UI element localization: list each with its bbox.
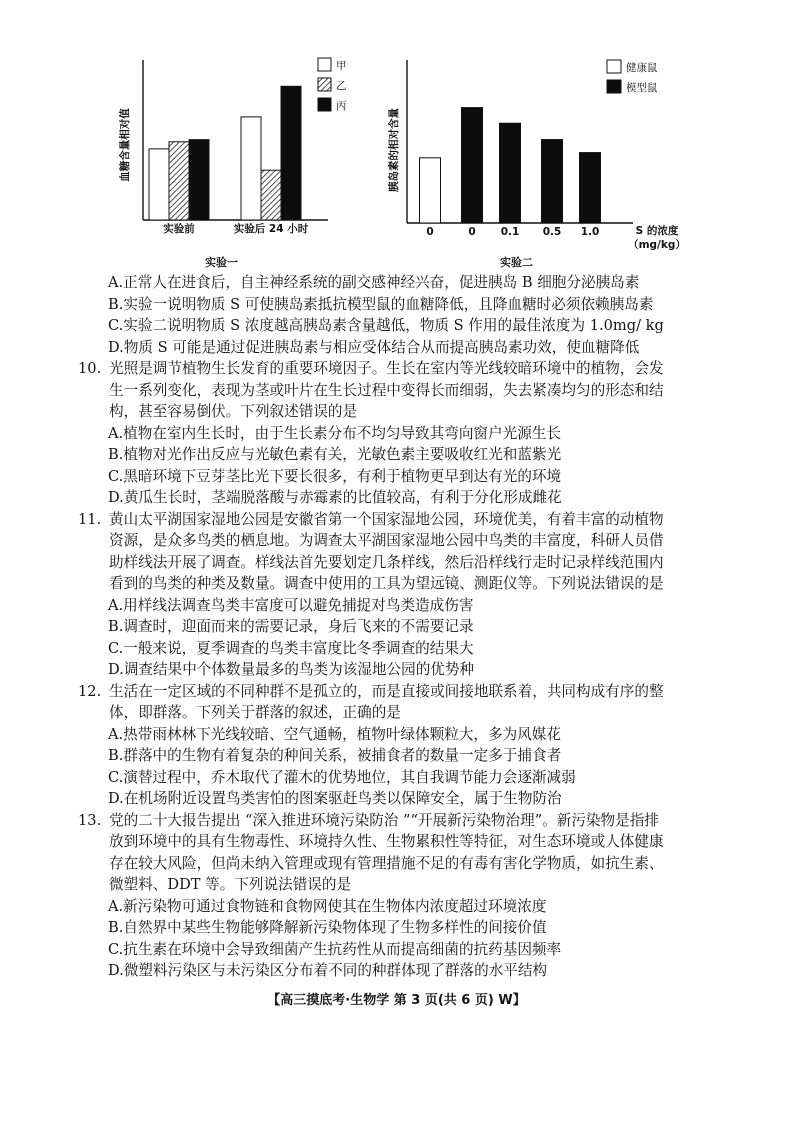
- option: C.一般来说，夏季调查的鸟类丰富度比冬季调查的结果大: [108, 639, 474, 657]
- option: A.正常人在进食后，自主神经系统的副交感神经兴奋，促进胰岛 B 细胞分泌胰岛素: [108, 274, 640, 291]
- option: D.微塑料污染区与未污染区分布着不同的种群体现了群落的水平结构: [108, 962, 548, 979]
- x-axis-label-line1: S 的浓度: [635, 225, 679, 237]
- y-axis-label: 血糖含量相对值: [119, 108, 131, 182]
- question-stem-line: 看到的鸟类的种类及数量。调查中使用的工具为望远镜、测距仪等。下列说法错误的是: [109, 575, 664, 592]
- question-number: 10.: [78, 360, 102, 377]
- legend-label-乙: 乙: [336, 80, 347, 92]
- question-stem: [78, 509, 718, 531]
- option: C.实验二说明物质 S 浓度越高胰岛素含量越低，物质 S 作用的最佳浓度为 1.0mg/ kg: [108, 317, 664, 334]
- question-number: 11.: [78, 510, 102, 528]
- question-stem-line: 资源，是众多鸟类的栖息地。为调查太平湖国家湿地公园中鸟类的丰富度，科研人员借: [109, 532, 664, 549]
- question-number: 12.: [78, 682, 102, 700]
- figure-1: [113, 55, 368, 250]
- legend-label-丙: 丙: [336, 100, 347, 112]
- question-stem-text: 黄山太平湖国家湿地公园是安徽省第一个国家湿地公园，环境优美，有着丰富的动植物: [109, 510, 664, 528]
- bar-乙-0: [169, 142, 189, 220]
- question-11: [78, 509, 718, 681]
- y-axis-label: 胰岛素的相对含量: [388, 108, 400, 192]
- question-13: [78, 810, 718, 982]
- x-tick-label: 0: [426, 226, 434, 238]
- option: B.自然界中某些生物能够降解新污染物体现了生物多样性的间接价值: [108, 919, 547, 936]
- x-tick-label: 0.5: [542, 226, 562, 238]
- option: B.调查时，迎面而来的需要记录，身后飞来的不需要记录: [108, 618, 474, 635]
- option: B.植物对光作出反应与光敏色素有关，光敏色素主要吸收红光和蓝紫光: [108, 446, 562, 463]
- option: A.新污染物可通过食物链和食物网使其在生物体内浓度超过环境浓度: [108, 897, 547, 915]
- bar-丙-1: [281, 86, 301, 220]
- questions-section: [78, 272, 718, 982]
- legend-label-模型鼠: 模型鼠: [626, 82, 658, 94]
- question-stem-line: 助样线法开展了调查。样线法首先要划定几条样线，然后沿样线行走时记录样线范围内: [109, 553, 664, 571]
- legend-label-甲: 甲: [336, 60, 347, 72]
- option: B.实验一说明物质 S 可使胰岛素抵抗模型鼠的血糖降低，且降血糖时必须依赖胰岛素: [108, 295, 654, 313]
- question-stem: [78, 681, 718, 703]
- figure-2-caption: 实验二: [500, 256, 533, 269]
- chart-experiment-1: [113, 55, 368, 250]
- bar-甲-0: [149, 149, 169, 220]
- legend-swatch-健康鼠: [607, 60, 621, 73]
- bar-乙-1: [261, 170, 281, 220]
- option: A.植物在室内生长时，由于生长素分布不均匀导致其弯向窗户光源生长: [108, 424, 561, 442]
- question-list: [78, 358, 718, 982]
- bar-模型鼠-3: [542, 140, 563, 223]
- option: A.用样线法调查鸟类丰富度可以避免捕捉对鸟类造成伤害: [108, 596, 474, 614]
- bar-丙-0: [189, 140, 209, 220]
- x-axis-label-line2: （mg/kg）: [628, 239, 686, 251]
- option: C.抗生素在环境中会导致细菌产生抗药性从而提高细菌的抗药基因频率: [108, 940, 562, 958]
- question-stem-line: 构，甚至容易倒伏。下列叙述错误的是: [109, 403, 358, 420]
- question-9-options: [78, 272, 718, 358]
- x-tick-label: 0: [468, 226, 476, 238]
- x-tick-label: 1.0: [580, 226, 600, 238]
- question-stem-text: 党的二十大报告提出 “深入推进环境污染防治 ”“开展新污染物治理”。新污染物是指排: [109, 811, 659, 829]
- legend-swatch-乙: [318, 78, 331, 91]
- question-stem: [78, 810, 718, 832]
- question-stem-line: 微塑料、DDT 等。下列说法错误的是: [109, 876, 352, 893]
- question-10: [78, 358, 718, 509]
- option: A.热带雨林林下光线较暗、空气通畅，植物叶绿体颗粒大，多为风媒花: [108, 725, 561, 743]
- question-stem-line: 存在较大风险，但尚未纳入管理或现有管理措施不足的有毒有害化学物质，如抗生素、: [109, 854, 664, 872]
- x-tick-label: 实验前: [163, 223, 195, 235]
- page-footer: 【高三摸底考·生物学 第 3 页(共 6 页) W】: [267, 993, 526, 1008]
- question-stem-text: 生活在一定区域的不同种群不是孤立的，而是直接或间接地联系着，共同构成有序的整: [109, 682, 664, 700]
- option: D.调查结果中个体数量最多的鸟类为该湿地公园的优势种: [108, 661, 475, 678]
- option: D.在机场附近设置鸟类害怕的图案驱赶鸟类以保障安全，属于生物防治: [108, 790, 562, 807]
- bar-甲-1: [241, 117, 261, 220]
- x-tick-label: 实验后 24 小时: [233, 223, 309, 235]
- legend-swatch-模型鼠: [607, 80, 621, 93]
- option: B.群落中的生物有着复杂的种间关系，被捕食者的数量一定多于捕食者: [108, 747, 562, 764]
- legend-swatch-丙: [318, 98, 331, 111]
- x-tick-label: 0.1: [500, 226, 520, 238]
- question-stem-text: 光照是调节植物生长发育的重要环境因子。生长在室内等光线较暗环境中的植物，会发: [109, 360, 664, 377]
- question-stem-line: 体，即群落。下列关于群落的叙述，正确的是: [109, 704, 401, 721]
- question-number: 13.: [78, 811, 102, 829]
- option: C.黑暗环境下豆芽茎比光下要长很多，有利于植物更早到达有光的环境: [108, 467, 562, 485]
- chart-experiment-2: [385, 55, 705, 255]
- legend-swatch-甲: [318, 58, 331, 71]
- figure-2: [385, 55, 705, 255]
- option: C.演替过程中，乔木取代了灌木的优势地位，其自我调节能力会逐渐减弱: [108, 768, 576, 786]
- bar-模型鼠-4: [580, 153, 601, 223]
- figure-1-caption: 实验一: [205, 256, 238, 269]
- legend-label-健康鼠: 健康鼠: [626, 62, 658, 74]
- option: D.黄瓜生长时，茎端脱落酸与赤霉素的比值较高，有利于分化形成雌花: [108, 489, 562, 506]
- bar-模型鼠-2: [500, 123, 521, 223]
- bar-模型鼠-1: [462, 108, 483, 223]
- question-stem: [78, 358, 718, 380]
- question-stem-line: 生一系列变化，表现为茎或叶片在生长过程中变得长而细弱，失去紧凑均匀的形态和结: [109, 381, 664, 399]
- option: D.物质 S 可能是通过促进胰岛素与相应受体结合从而提高胰岛素功效，使血糖降低: [108, 338, 640, 356]
- bar-健康鼠-0: [420, 158, 441, 223]
- question-12: [78, 681, 718, 810]
- question-stem-line: 放到环境中的具有生物毒性、环境持久性、生物累积性等特征，对生态环境或人体健康: [109, 833, 664, 850]
